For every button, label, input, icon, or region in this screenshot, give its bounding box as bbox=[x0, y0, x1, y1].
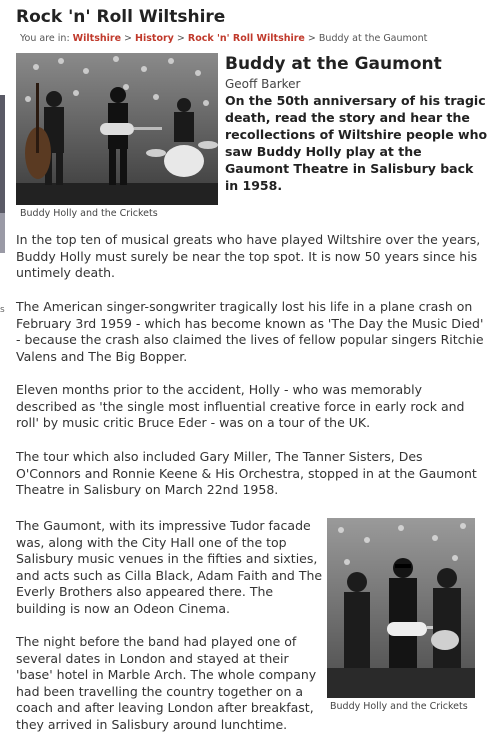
article-title: Buddy at the Gaumont bbox=[225, 54, 442, 74]
breadcrumb-current: Buddy at the Gaumont bbox=[318, 33, 428, 44]
band-photo bbox=[16, 53, 218, 205]
breadcrumb-separator: > bbox=[176, 33, 185, 44]
article-paragraph: The night before the band had played one of several dates in London and stayed at their 'base' hotel in Marble Arch. The whole company had been travelling the country together on a coach and after leaving London after breakfast, they arrived in Salisbury around lunchtime. bbox=[16, 634, 317, 732]
breadcrumb-separator: > bbox=[124, 33, 133, 44]
article-paragraph: The Gaumont, with its impressive Tudor facade was, along with the City Hall one of the top Salisbury music venues in the fifties and sixties, and acts such as Cilla Black, Adam Faith and The Everly Brothers also appeared there. The building is now an Odeon Cinema. bbox=[16, 518, 323, 616]
band-members-photo bbox=[327, 518, 475, 698]
breadcrumb-separator: > bbox=[307, 33, 316, 44]
breadcrumb-link-rock-n-roll[interactable]: Rock 'n' Roll Wiltshire bbox=[187, 33, 305, 44]
left-margin-fragment: s bbox=[0, 305, 5, 315]
breadcrumb-link-history[interactable]: History bbox=[135, 33, 174, 44]
article-paragraph: In the top ten of musical greats who have played Wiltshire over the years, Buddy Holly must surely be near the top spot. It is now 50 years since his untimely death. bbox=[16, 232, 481, 280]
breadcrumb bbox=[20, 33, 427, 44]
article-paragraph: The American singer-songwriter tragically lost his life in a plane crash on February 3rd 1959 - which has become known as 'The Day the Music Died' - because the crash also claimed the lives of fellow popular singers Ritchie Valens and The Big Bopper. bbox=[16, 299, 484, 364]
article-paragraph: The tour which also included Gary Miller, The Tanner Sisters, Des O'Connors and Ronnie Keene & His Orchestra, stopped in at the Gaumont Theatre in Salisbury on March 22nd 1958. bbox=[16, 449, 477, 497]
site-title: Rock 'n' Roll Wiltshire bbox=[16, 7, 226, 27]
article-author: Geoff Barker bbox=[225, 77, 301, 91]
left-edge-bar bbox=[0, 95, 5, 213]
breadcrumb-prefix: You are in: bbox=[20, 33, 70, 44]
article-paragraph: Eleven months prior to the accident, Holly - who was memorably described as 'the single most influential creative force in early rock and roll' by music critic Bruce Eder - was on a tour of the UK. bbox=[16, 382, 465, 430]
photo-caption: Buddy Holly and the Crickets bbox=[20, 208, 158, 219]
article-standfirst: On the 50th anniversary of his tragic death, read the story and hear the recollections of Wiltshire people who saw Buddy Holly play at the Gaumont Theatre in Salisbury back in 1958. bbox=[225, 93, 488, 193]
breadcrumb-link-wiltshire[interactable]: Wiltshire bbox=[72, 33, 122, 44]
left-edge-bar-lower bbox=[0, 213, 5, 253]
photo-caption: Buddy Holly and the Crickets bbox=[330, 701, 468, 712]
